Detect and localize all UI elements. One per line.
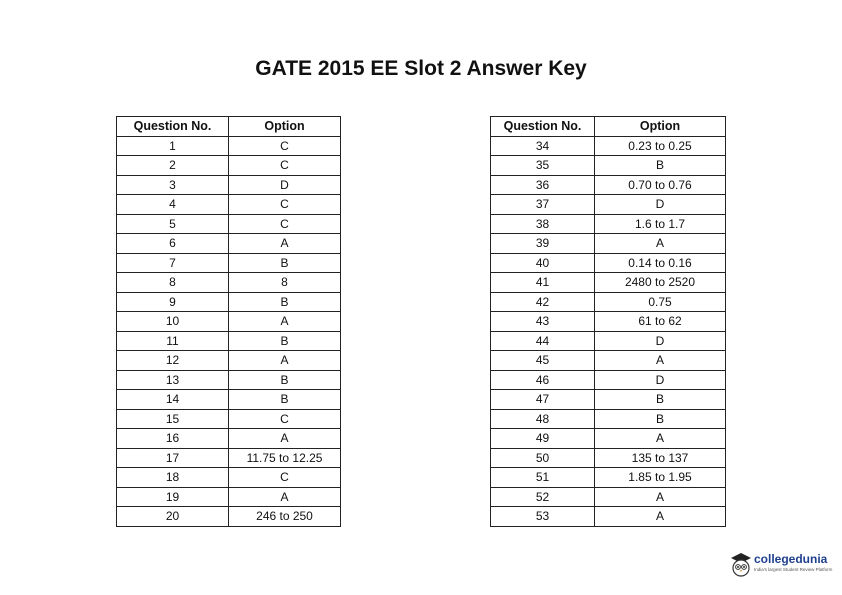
table-row	[491, 273, 726, 293]
answer-option-cell: 1.6 to 1.7	[595, 214, 726, 234]
table-row	[117, 507, 341, 527]
table-row	[117, 390, 341, 410]
question-number-cell: 42	[491, 292, 595, 312]
question-number-cell: 15	[117, 409, 229, 429]
question-number-cell: 40	[491, 253, 595, 273]
answer-option-cell: B	[595, 409, 726, 429]
question-number-cell: 18	[117, 468, 229, 488]
answer-option-cell: 0.70 to 0.76	[595, 175, 726, 195]
answer-option-cell: A	[229, 234, 341, 254]
question-number-cell: 48	[491, 409, 595, 429]
answer-option-cell: 0.75	[595, 292, 726, 312]
question-number-cell: 51	[491, 468, 595, 488]
answer-option-cell: A	[595, 351, 726, 371]
table-row	[491, 448, 726, 468]
table-row	[491, 156, 726, 176]
answer-table-left	[116, 116, 341, 527]
collegedunia-logo	[730, 552, 836, 582]
question-number-cell: 4	[117, 195, 229, 215]
answer-option-cell: A	[595, 507, 726, 527]
answer-option-cell: C	[229, 156, 341, 176]
answer-option-cell: C	[229, 136, 341, 156]
answer-option-cell: D	[595, 195, 726, 215]
table-row	[117, 273, 341, 293]
question-number-cell: 6	[117, 234, 229, 254]
question-number-cell: 7	[117, 253, 229, 273]
question-no-header: Question No.	[117, 117, 229, 137]
answer-option-cell: 2480 to 2520	[595, 273, 726, 293]
question-number-cell: 11	[117, 331, 229, 351]
answer-option-cell: A	[229, 312, 341, 332]
table-row	[117, 312, 341, 332]
question-number-cell: 3	[117, 175, 229, 195]
question-number-cell: 50	[491, 448, 595, 468]
question-number-cell: 46	[491, 370, 595, 390]
question-number-cell: 53	[491, 507, 595, 527]
answer-option-cell: 0.23 to 0.25	[595, 136, 726, 156]
table-row	[117, 331, 341, 351]
question-number-cell: 37	[491, 195, 595, 215]
table-row	[491, 195, 726, 215]
table-row	[491, 292, 726, 312]
table-row	[117, 136, 341, 156]
table-row	[491, 468, 726, 488]
table-row	[491, 312, 726, 332]
table-row	[117, 234, 341, 254]
answer-table-right	[490, 116, 726, 527]
answer-option-cell: C	[229, 468, 341, 488]
question-number-cell: 49	[491, 429, 595, 449]
answer-option-cell: A	[595, 234, 726, 254]
logo-tagline: India's largest Student Review Platform	[754, 567, 833, 572]
answer-option-cell: A	[229, 487, 341, 507]
question-number-cell: 10	[117, 312, 229, 332]
question-number-cell: 5	[117, 214, 229, 234]
table-row	[117, 370, 341, 390]
table-row	[117, 156, 341, 176]
answer-option-cell: 135 to 137	[595, 448, 726, 468]
table-row	[491, 331, 726, 351]
answer-option-cell: D	[229, 175, 341, 195]
table-row	[117, 253, 341, 273]
question-number-cell: 47	[491, 390, 595, 410]
question-number-cell: 12	[117, 351, 229, 371]
option-header: Option	[595, 117, 726, 137]
table-row	[491, 234, 726, 254]
answer-option-cell: A	[229, 351, 341, 371]
table-row	[117, 409, 341, 429]
question-number-cell: 45	[491, 351, 595, 371]
question-number-cell: 8	[117, 273, 229, 293]
question-number-cell: 2	[117, 156, 229, 176]
table-row	[491, 351, 726, 371]
table-row	[491, 136, 726, 156]
question-number-cell: 34	[491, 136, 595, 156]
graduate-owl-icon	[730, 552, 752, 578]
question-number-cell: 16	[117, 429, 229, 449]
table-header-row	[117, 117, 341, 137]
table-row	[491, 214, 726, 234]
answer-option-cell: 11.75 to 12.25	[229, 448, 341, 468]
table-row	[491, 253, 726, 273]
table-row	[491, 175, 726, 195]
answer-option-cell: 0.14 to 0.16	[595, 253, 726, 273]
question-number-cell: 13	[117, 370, 229, 390]
answer-option-cell: A	[595, 429, 726, 449]
question-number-cell: 38	[491, 214, 595, 234]
question-number-cell: 20	[117, 507, 229, 527]
answer-option-cell: B	[595, 156, 726, 176]
question-number-cell: 52	[491, 487, 595, 507]
table-header-row	[491, 117, 726, 137]
question-number-cell: 43	[491, 312, 595, 332]
answer-option-cell: 61 to 62	[595, 312, 726, 332]
table-row	[117, 175, 341, 195]
question-number-cell: 19	[117, 487, 229, 507]
answer-option-cell: B	[229, 370, 341, 390]
answer-option-cell: D	[595, 331, 726, 351]
question-number-cell: 9	[117, 292, 229, 312]
table-row	[491, 409, 726, 429]
table-row	[117, 448, 341, 468]
question-number-cell: 41	[491, 273, 595, 293]
question-number-cell: 17	[117, 448, 229, 468]
answer-option-cell: B	[229, 292, 341, 312]
answer-option-cell: D	[595, 370, 726, 390]
answer-option-cell: 1.85 to 1.95	[595, 468, 726, 488]
question-number-cell: 39	[491, 234, 595, 254]
answer-option-cell: B	[229, 253, 341, 273]
question-number-cell: 35	[491, 156, 595, 176]
answer-option-cell: C	[229, 214, 341, 234]
table-row	[491, 370, 726, 390]
table-row	[491, 507, 726, 527]
question-number-cell: 44	[491, 331, 595, 351]
table-row	[117, 429, 341, 449]
table-row	[117, 214, 341, 234]
answer-option-cell: C	[229, 409, 341, 429]
option-header: Option	[229, 117, 341, 137]
answer-option-cell: C	[229, 195, 341, 215]
table-row	[117, 351, 341, 371]
question-no-header: Question No.	[491, 117, 595, 137]
question-number-cell: 36	[491, 175, 595, 195]
table-row	[117, 468, 341, 488]
table-row	[491, 390, 726, 410]
answer-option-cell: B	[229, 390, 341, 410]
table-row	[491, 429, 726, 449]
table-row	[491, 487, 726, 507]
answer-option-cell: A	[595, 487, 726, 507]
question-number-cell: 1	[117, 136, 229, 156]
answer-option-cell: A	[229, 429, 341, 449]
table-row	[117, 292, 341, 312]
page-title: GATE 2015 EE Slot 2 Answer Key	[255, 57, 587, 80]
answer-option-cell: 8	[229, 273, 341, 293]
table-row	[117, 195, 341, 215]
answer-option-cell: B	[595, 390, 726, 410]
table-row	[117, 487, 341, 507]
logo-name: collegedunia	[754, 552, 828, 566]
question-number-cell: 14	[117, 390, 229, 410]
answer-option-cell: B	[229, 331, 341, 351]
answer-option-cell: 246 to 250	[229, 507, 341, 527]
